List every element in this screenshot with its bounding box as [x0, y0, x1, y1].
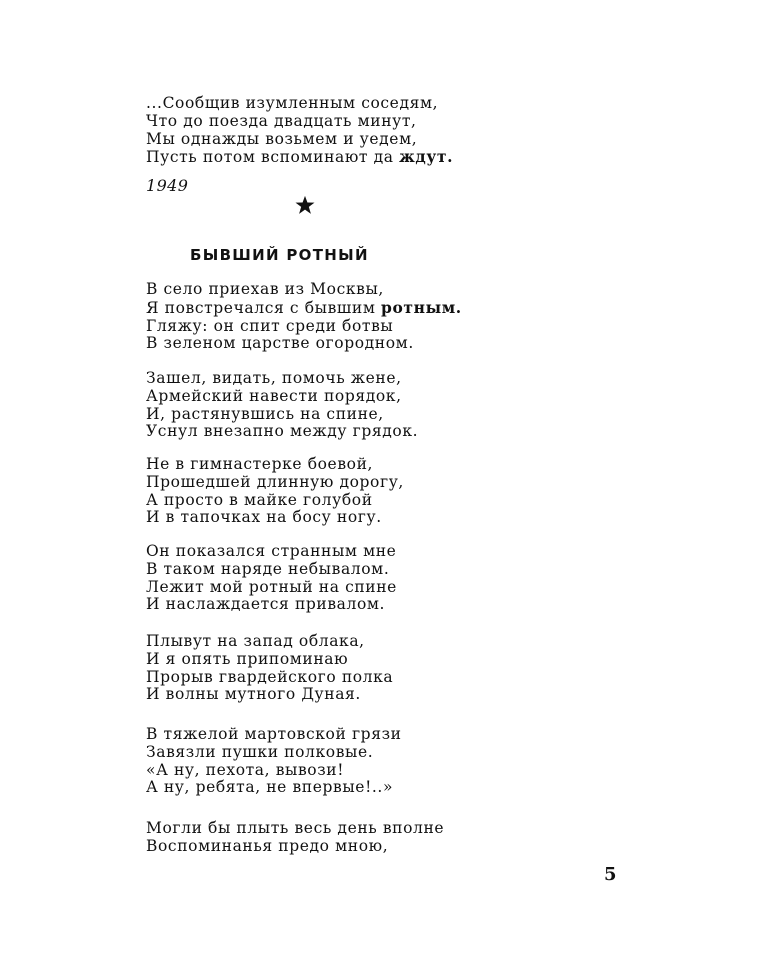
poem-line: Армейский навести порядок,: [146, 386, 402, 405]
poem-line: И наслаждается привалом.: [146, 595, 386, 614]
star-icon: [295, 195, 315, 215]
poem-line: [146, 148, 453, 167]
poem-line: Он показался странным мне: [146, 542, 397, 560]
poem-line: Могли бы плыть весь день вполне: [146, 819, 445, 837]
stanza: [146, 456, 404, 527]
poem-line: В зеленом царстве огородном.: [146, 334, 414, 353]
poem-line: Зашел, видать, помочь жене,: [146, 369, 402, 387]
poem-line: В таком наряде небывалом.: [146, 559, 390, 578]
poem-line: И, растянувшись на спине,: [146, 404, 384, 423]
poem-line: Гляжу: он спит среди ботвы: [146, 316, 394, 335]
emphasized-word: ротным.: [381, 297, 462, 317]
poem-year: 1949: [146, 176, 189, 195]
poem-line: Что до поезда двадцать минут,: [146, 111, 417, 130]
stanza: [146, 633, 393, 704]
poem-line: Завязли пушки полковые.: [146, 742, 374, 761]
poem-line: Мы однажды возьмем и уедем,: [146, 129, 418, 148]
poem-line: Прорыв гвардейского полка: [146, 667, 394, 686]
poem-line: А просто в майке голубой: [146, 490, 373, 509]
poem-line: В село приехав из Москвы,: [146, 280, 384, 298]
stanza: [146, 370, 418, 441]
poem-line: В тяжелой мартовской грязи: [146, 725, 402, 743]
poem-line: А ну, ребята, не впервые!..»: [146, 778, 394, 797]
poem-line-text: Пусть потом вспоминают да: [146, 148, 400, 167]
poem-line: «А ну, пехота, вывози!: [146, 760, 345, 779]
poem-line: [146, 299, 462, 318]
poem-line-text: Я повстречался с бывшим: [146, 298, 382, 317]
stanza: [146, 281, 462, 353]
poem-line: Прошедшей длинную дорогу,: [146, 472, 404, 491]
page-number: 5: [604, 864, 617, 885]
poem-line: И в тапочках на босу ногу.: [146, 508, 382, 527]
poem-line: ...Сообщив изумленным соседям,: [146, 94, 439, 112]
poem-title: БЫВШИЙ РОТНЫЙ: [190, 246, 369, 264]
poem-line: Плывут на запад облака,: [146, 632, 365, 650]
poem-line: Лежит мой ротный на спине: [146, 577, 397, 596]
previous-poem-ending: [146, 95, 453, 167]
stanza: [146, 543, 397, 614]
poem-line: И волны мутного Дуная.: [146, 685, 361, 704]
poem-line: Уснул внезапно между грядок.: [146, 422, 419, 441]
emphasized-word: ждут.: [399, 147, 454, 167]
poem-line: И я опять припоминаю: [146, 649, 349, 668]
stanza: [146, 726, 402, 797]
poem-line: Не в гимнастерке боевой,: [146, 455, 374, 473]
stanza: [146, 820, 444, 856]
poem-line: Воспоминанья предо мною,: [146, 836, 389, 855]
